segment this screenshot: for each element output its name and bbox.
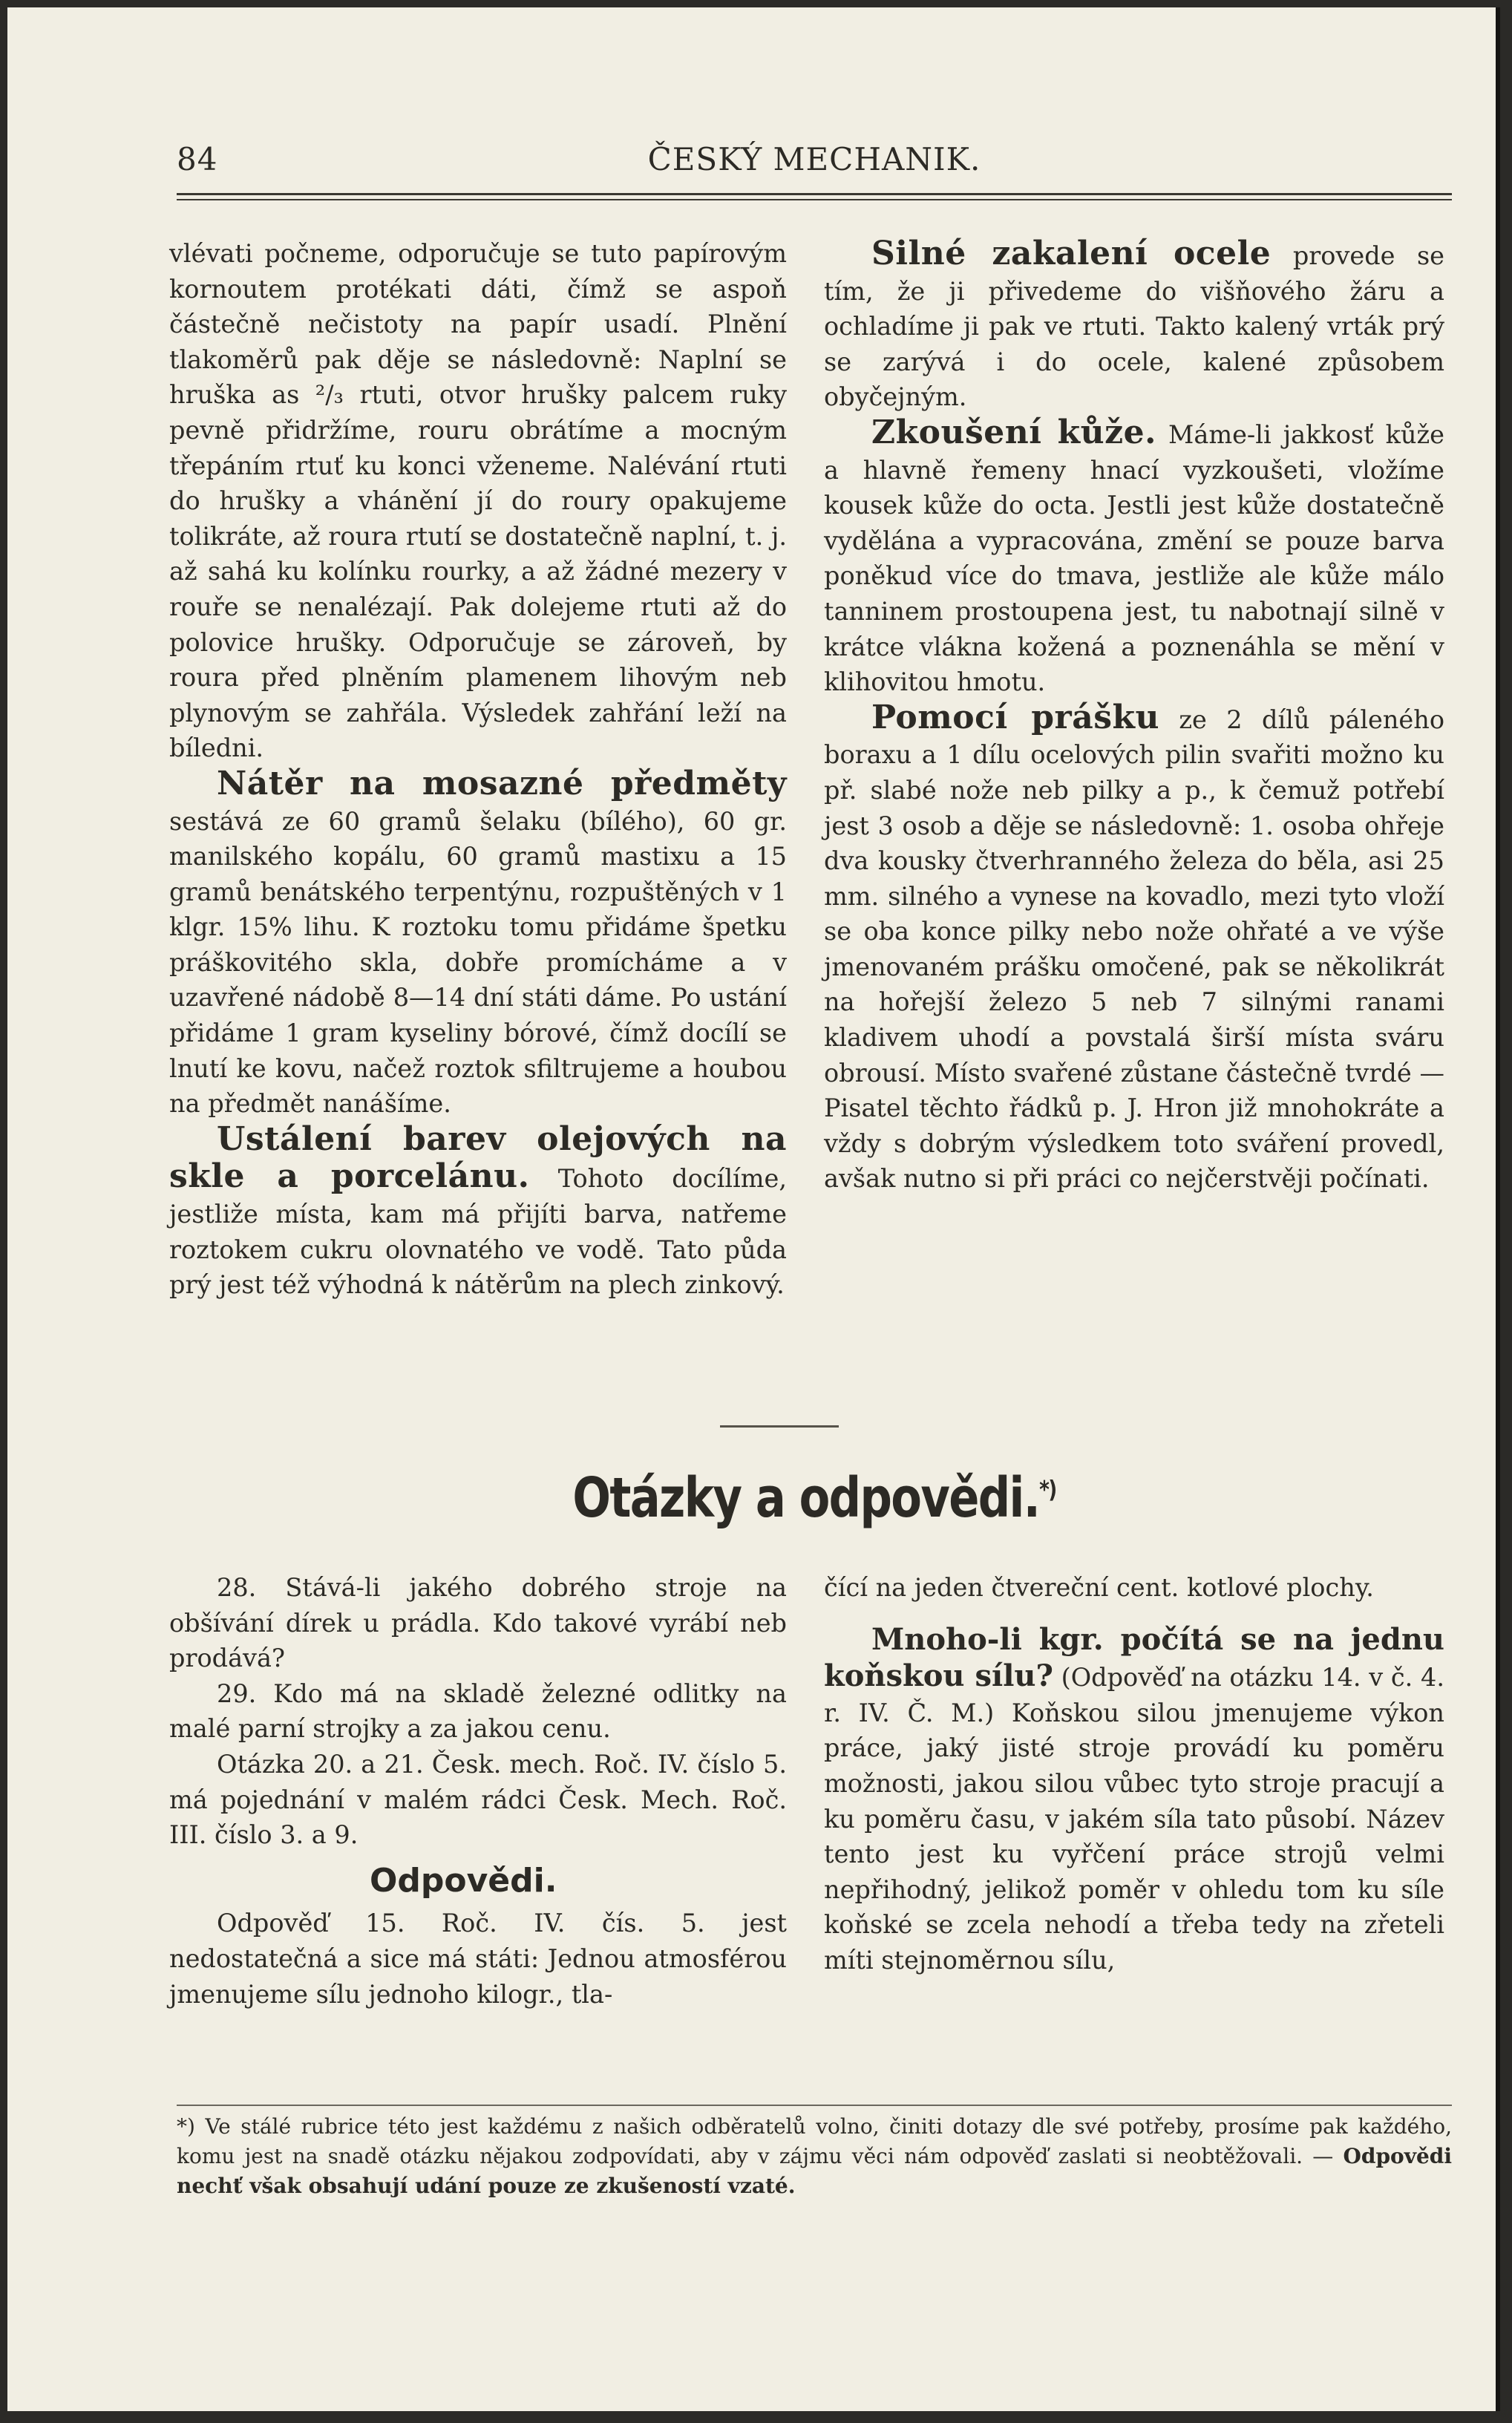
heading-prasek: Pomocí prášku bbox=[871, 698, 1159, 736]
answer-15-continued: čící na jeden čtvereční cent. kotlové plochy. bbox=[824, 1573, 1374, 1602]
footnote bbox=[177, 2112, 1452, 2201]
section-separator bbox=[720, 1425, 839, 1428]
text-zakaleni: provede se tím, že ji přivedeme do višňového žáru a ochladíme ji pak ve rtuti. Takto kalený vrták prý se zarývá i do ocele, kalené způsobem obyčejným. bbox=[824, 241, 1445, 412]
text-nater: sestává ze 60 gramů šelaku (bílého), 60 gr. manilského kopálu, 60 gramů mastixu a 15 gramů benátského terpentýnu, rozpuštěných v 1 klgr. 15% lihu. K roztoku tomu přidáme špetku práškovitého skla, dobře promícháme a v uzavřené nádobě 8—14 dní státi dáme. Po ustání přidáme 1 gram kyseliny bórové, čímž docílí se lnutí ke kovu, načež roztok sfiltrujeme a houbou na předmět nanášíme. bbox=[169, 806, 787, 1119]
page bbox=[7, 7, 1500, 2411]
text-ustaleni: Tohoto docílíme, jestliže místa, kam má přijíti barva, natřeme roztokem cukru olovnatého ve vodě. Tato půda prý jest též výhodná k nátěrům na plech zinkový. bbox=[169, 1164, 787, 1300]
footnote-rule bbox=[177, 2105, 1452, 2106]
text-prasek: ze 2 dílů páleného boraxu a 1 dílu ocelových pilin svařiti možno ku př. slabé nože neb pilky a p., k čemuž potřebí jest 3 osob a děje se následovně: 1. osoba ohřeje dva kousky čtverhranného železa do běla, asi 25 mm. silného a vynese na kovadlo, mezi tyto vloží se oba konce pilky nebo nože ohřaté a ve výše jmenovaném prášku omočené, pak se několikrát na hořejší železo 5 neb 7 silnými ranami kladivem uhodí a povstalá širší místa sváru obrousí. Místo svařené zůstane částečně tvrdé — Pisatel těchto řádků p. J. Hron již mnohokráte a vždy s dobrým výsledkem toto sváření provedl, avšak nutno si při práci co nejčerstvěji počínati. bbox=[824, 704, 1445, 1194]
footnote-text: *) Ve stálé rubrice této jest každému z našich odběratelů volno, činiti dotazy dle své potřeby, prosíme pak každého, komu jest na snadě otázku nějakou zodpovídati, aby v zájmu věci nám odpověď zaslati si neobtěžovali. — bbox=[177, 2114, 1452, 2168]
answer-15: Odpověď 15. Roč. IV. čís. 5. jest nedostatečná a sice má státi: Jednou atmosférou jmenujeme sílu jednoho kilogr., tla- bbox=[169, 1909, 787, 2009]
answers-heading: Odpovědi. bbox=[370, 1861, 557, 1900]
page-number: 84 bbox=[177, 141, 218, 177]
heading-kuze: Zkoušení kůže. bbox=[871, 413, 1156, 451]
heading-konska-sila: Mnoho-li kgr. počítá se na jednu koňskou sílu? bbox=[824, 1621, 1444, 1694]
question-29: 29. Kdo má na skladě železné odlitky na malé parní strojky a za jakou cenu. bbox=[169, 1678, 787, 1744]
running-header bbox=[177, 141, 1452, 186]
right-column bbox=[824, 236, 1444, 1197]
paragraph-nater bbox=[169, 766, 787, 1122]
paragraph-zakaleni bbox=[824, 236, 1444, 415]
paragraph-tlakomery: vlévati počneme, odporučuje se tuto papírovým kornoutem protékati dáti, čímž se aspoň částečně nečistoty na papír usadí. Plnění tlakoměrů pak děje se následovně: Naplní se hruška as ²/₃ rtuti, otvor hrušky palcem ruky pevně přidržíme, rouru obrátíme a mocným třepáním rtuť ku konci vženeme. Nalévání rtuti do hrušky a vhánění jí do roury opakujeme tolikráte, až roura rtutí se dostatečně naplní, t. j. až sahá ku kolínku rourky, a až žádné mezery v rouře se nenalézají. Pak dolejeme rtuti až do polovice hrušky. Odporučuje se zároveň, by roura před plněním plamenem lihovým neb plynovým se zahřála. Výsledek zahřání leží na bíledni. bbox=[169, 239, 787, 763]
journal-title: ČESKÝ MECHANIK. bbox=[647, 141, 981, 177]
question-28: 28. Stává-li jakého dobrého stroje na obšívání dírek u prádla. Kdo takové vyrábí neb prodává? bbox=[169, 1573, 787, 1673]
qa-right-column bbox=[824, 1570, 1444, 1978]
heading-ustaleni: Ustálení barev olejových na skle a porcelánu. bbox=[169, 1119, 787, 1196]
paragraph-kuze bbox=[824, 415, 1444, 700]
section-footnote-mark: *) bbox=[1039, 1475, 1056, 1504]
question-note: Otázka 20. a 21. Česk. mech. Roč. IV. číslo 5. má pojednání v malém rádci Česk. Mech. Roč. III. číslo 3. a 9. bbox=[169, 1749, 787, 1850]
left-column bbox=[169, 236, 787, 1303]
paragraph-prasek bbox=[824, 700, 1444, 1197]
heading-nater: Nátěr na mosazné předměty bbox=[217, 764, 787, 802]
footnote-bold: Odpovědi nechť však obsahují udání pouze ze zkušeností vzaté. bbox=[177, 2144, 1452, 2198]
text-konska-sila: (Odpověď na otázku 14. v č. 4. r. IV. Č. M.) Koňskou silou jmenujeme výkon práce, jaký jisté stroje provádí ku poměru možnosti, jakou silou vůbec tyto stroje pracují a ku poměru času, v jakém síla tato působí. Název tento jest ku vyřčení práce strojů velmi nepřihodný, jelikož poměr v ohledu tom ku síle koňské se zcela nehodí a třeba tedy na zřeteli míti stejnoměrnou sílu, bbox=[824, 1663, 1445, 1975]
text-kuze: Máme-li jakkosť kůže a hlavně řemeny hnací vyzkoušeti, vložíme kousek kůže do octa. Jestli jest kůže dostatečně vydělána a vypracována, změní se pouze barva poněkud více do tmava, jestliže ale kůže málo tanninem prostoupena jest, tu nabotnají silně v krátce vlákna kožená a poznenáhla se mění v klihovitou hmotu. bbox=[824, 419, 1444, 697]
header-rule-2 bbox=[177, 199, 1452, 200]
qa-left-column bbox=[169, 1570, 787, 2012]
section-title-text: Otázky a odpovědi. bbox=[572, 1466, 1040, 1530]
header-rule bbox=[177, 193, 1452, 195]
heading-zakaleni: Silné zakalení ocele bbox=[871, 235, 1272, 272]
paragraph-konska-sila bbox=[824, 1622, 1444, 1978]
section-title bbox=[292, 1466, 1338, 1530]
paragraph-ustaleni bbox=[169, 1119, 787, 1303]
